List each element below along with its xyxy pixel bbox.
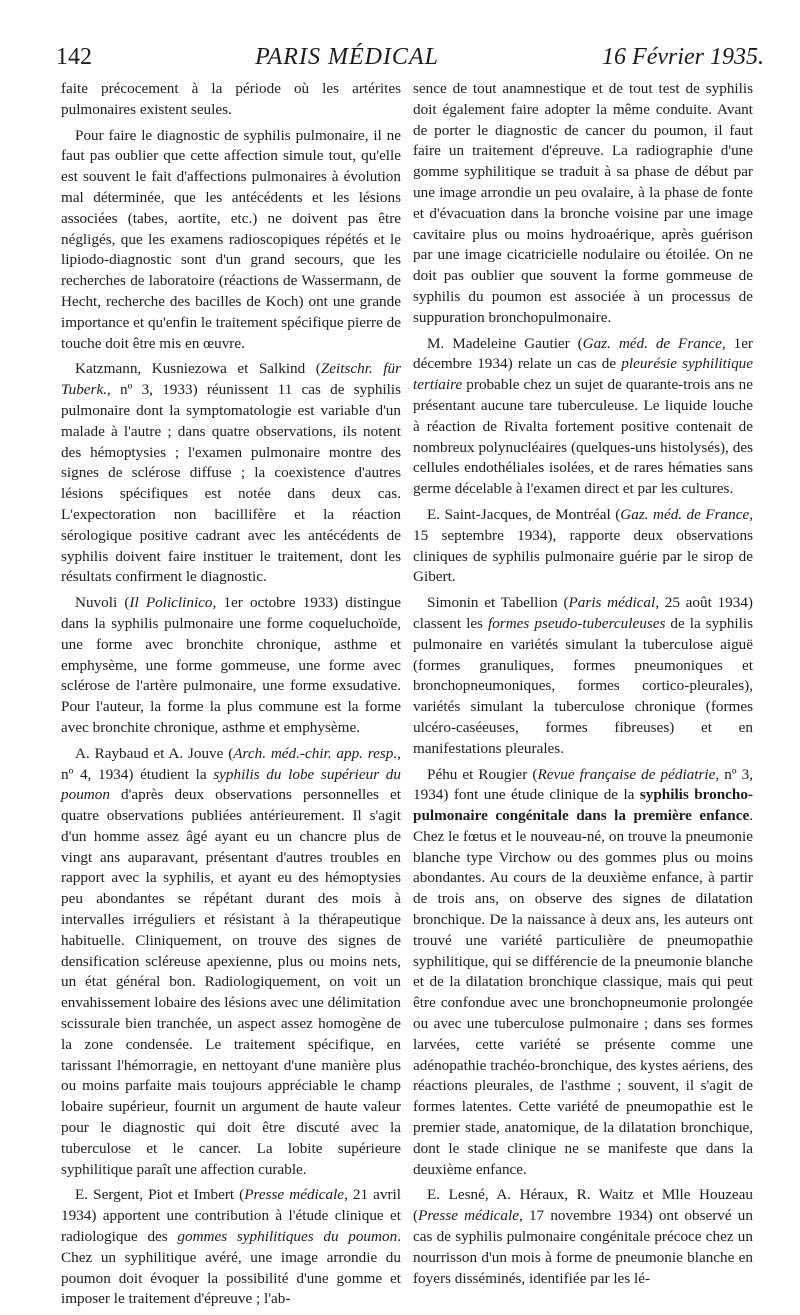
emphasis-text: syphilis du lobe supérieur du poumon: [61, 765, 401, 804]
paragraph-text: M. Madeleine Gautier (: [427, 334, 583, 352]
emphasis-text: pleurésie syphilitique tertiaire: [413, 355, 753, 394]
emphasis-text: Il Policlinico: [129, 594, 213, 612]
paragraph-text: d'après deux observations personnelles et quatre observations publiées antérieurement. Il s'agit d'un homme assez âgé ayant eu un chancre plus de vingt ans auparavant, présentant d'autres troubles en rapport avec la syphilis, et ayant eu des hémoptysies peu abondantes se répétant durant des mois à intervalles irréguliers et résistant à la thérapeutique habituelle. Cliniquement, on trouve des signes de densification scléreuse apexienne, plus ou moins nets, un état général bon. Radiologiquement, on voit un envahissement lobaire des lésions avec une délimitation scissurale bien tranchée, un aspect assez homogène de la zone condensée. Le traitement spécifique, en tarissant l'hémorragie, en nettoyant d'une manière plus ou moins parfaite mais toujours appréciable le champ lobaire supérieur, fournit un argument de haute valeur pour le diagnostic qui doit être discuté avec la tuberculose et le cancer. La lobite supérieure syphilitique paraît une affection curable.: [61, 786, 401, 1178]
paragraph-text: E. Sergent, Piot et Imbert (: [75, 1186, 245, 1204]
paragraph-text: , 1er décembre 1934) relate un cas de: [413, 334, 753, 373]
paragraph: [413, 593, 753, 759]
emphasis-text: syphilis broncho-pulmonaire congénitale dans la première enfance: [413, 786, 753, 825]
paragraph-text: E. Lesné, A. Héraux, R. Waitz et Mlle Houzeau (: [413, 1186, 753, 1225]
paragraph: [61, 359, 401, 588]
paragraph-text: . Chez le fœtus et le nouveau-né, on trouve la pneumonie blanche type Virchow ou des gommes plus ou moins abondantes. Au cours de la deuxième enfance, à partir de trois ans, on observe des signes de dilatation bronchique. De la naissance à deux ans, les auteurs ont trouvé une variété particulière de pneumopathie syphilitique, qui se différencie de la pneumonie blanche et de la dilatation bronchique classique, mais qui peut être confondue avec une bronchopneumonie prolongée ou avec une tuberculose pulmonaire ; dans ses formes larvées, cette variété se présente comme une adénopathie trachéo-bronchique, des kystes aériens, des réactions pleurales, de l'asthme ; souvent, il s'agit de formes latentes. Cette variété de pneumopathie est le premier stade, anatomique, de la dilatation bronchique, dont le stade clinique ne se manifeste que dans la deuxième enfance.: [413, 807, 753, 1178]
paragraph-text: sence de tout anamnestique et de tout test de syphilis doit également faire adopter la même conduite. Avant de porter le diagnostic de cancer du poumon, il faut faire un traitement d'épreuve. La radiographie d'une gomme syphilitique se traduit à sa phase de début par une image arrondie un peu ovalaire, à la phase de fonte et d'évacuation dans la bronche voisine par une image cavitaire plus ou moins hydroaérique, après guérison par une image cicatricielle nodulaire ou étoilée. On ne doit pas oublier que souvent la forme gommeuse de syphilis du poumon est associée à un processus de suppuration bronchopulmonaire.: [413, 80, 753, 326]
left-column: [61, 79, 401, 1315]
emphasis-text: Presse médicale: [418, 1207, 519, 1225]
emphasis-text: Paris médical: [568, 594, 656, 612]
journal-title: PARIS MÉDICAL: [255, 44, 439, 70]
page-header: [56, 44, 764, 72]
paragraph: [413, 1185, 753, 1289]
issue-date: 16 Février 1935.: [602, 44, 764, 70]
paragraph-text: Pour faire le diagnostic de syphilis pulmonaire, il ne faut pas oublier que cette affection simule tout, qu'elle est souvent le fait d'affections pulmonaires à évolution mal déterminée, que les antécédents et les lésions associées (tabes, aortite, etc.) ne doivent pas être négligés, que les examens radioscopiques répétés et le lipiodo-diagnostic sont d'un grand secours, que les recherches de laboratoire (réactions de Wassermann, de Hecht, recherche des bacilles de Koch) ont une grande importance et qu'enfin le traitement spécifique pierre de touche doit être mis en œuvre.: [61, 126, 401, 352]
emphasis-text: Gaz. méd. de France: [620, 505, 750, 523]
emphasis-text: Zeitschr. für Tuberk.: [61, 360, 401, 399]
emphasis-text: formes pseudo-tuberculeuses: [487, 614, 666, 632]
paragraph-text: , 17 novembre 1934) ont observé un cas de syphilis pulmonaire congénitale précoce chez un nourrisson d'un mois à forme de pneumonie blanche en foyers disséminés, identifiée par les lé-: [413, 1207, 753, 1287]
paragraph-text: , 25 août 1934) classent les: [413, 594, 753, 632]
paragraph: [413, 334, 753, 500]
paragraph-text: Simonin et Tabellion (: [427, 594, 569, 612]
emphasis-text: Gaz. méd. de France: [582, 334, 722, 352]
paragraph-text: Katzmann, Kusniezowa et Salkind (: [75, 360, 321, 378]
paragraph-text: , 1er octobre 1933) distingue dans la syphilis pulmonaire une forme coqueluchoïde, une forme avec bronchite chronique, asthme et emphysème, une forme gommeuse, une forme avec sclérose de l'artère pulmonaire, une forme exsudative. Pour l'auteur, la forme la plus commune est la forme avec bronchite chronique, asthme et emphysème.: [61, 594, 401, 736]
emphasis-text: Presse médicale: [244, 1186, 345, 1204]
paragraph: [61, 126, 401, 355]
paragraph: [61, 744, 401, 1181]
paragraph-text: probable chez un sujet de quarante-trois ans ne présentant aucune tare tuberculeuse. Le liquide louche à réaction de Rivalta fortement positive contenait de nombreux polynucléaires (quelques-uns histolysés), des cellules endothéliales isolées, et de rares hématies sans germe décelable à l'examen direct et par les cultures.: [413, 376, 753, 498]
paragraph-text: Nuvoli (: [75, 594, 130, 612]
emphasis-text: Revue française de pédiatrie: [537, 765, 716, 783]
paragraph-text: , 15 septembre 1934), rapporte deux observations cliniques de syphilis pulmonaire guérie par le sirop de Gibert.: [413, 505, 753, 586]
page-number: 142: [56, 44, 92, 70]
paragraph: [413, 79, 753, 329]
paragraph: [61, 79, 401, 121]
paragraph-text: . Chez un syphilitique avéré, une image arrondie du poumon doit évoquer la possibilité d'une gomme et imposer le traitement d'épreuve ; l'ab-: [61, 1228, 401, 1308]
paragraph-text: Péhu et Rougier (: [427, 765, 538, 783]
paragraph-text: E. Saint-Jacques, de Montréal (: [427, 505, 621, 523]
paragraph: [61, 593, 401, 739]
paragraph-text: A. Raybaud et A. Jouve (: [75, 744, 234, 762]
paragraph-text: , nº 4, 1934) étudient la: [61, 744, 401, 783]
emphasis-text: gommes syphilitiques du poumon: [177, 1228, 398, 1246]
paragraph-text: faite précocement à la période où les artérites pulmonaires existent seules.: [61, 80, 401, 118]
paragraph-text: , nº 3, 1934) font une étude clinique de la: [413, 765, 753, 804]
paragraph-text: , 21 avril 1934) apportent une contribution à l'étude clinique et radiologique des: [61, 1186, 401, 1246]
right-column: [413, 79, 753, 1294]
paragraph: [413, 505, 753, 588]
emphasis-text: Arch. méd.-chir. app. resp.: [233, 744, 398, 762]
paragraph: [413, 765, 753, 1181]
paragraph-text: , nº 3, 1933) réunissent 11 cas de syphilis pulmonaire dont la symptomatologie est variable d'un malade à l'autre ; dans quatre observations, ils notent des hémoptysies ; l'examen pulmonaire montre des signes de sclérose diffuse ; la coexistence d'autres lésions spécifiques est notée dans deux cas. L'expectoration non bacillifère et la réaction sérologique positive cadrant avec les antécédents de syphilis doivent faire instituer le traitement, dont les résultats confirment le diagnostic.: [61, 381, 401, 586]
paragraph-text: de la syphilis pulmonaire en variétés simulant la tuberculose aiguë (formes granuliques, formes pneumoniques et bronchopneumoniques, formes cortico-pleurales), variétés simulant la tuberculose chronique (formes ulcéro-caséeuses, formes fibreuses) et en manifestations pleurales.: [413, 614, 753, 757]
paragraph: [61, 1185, 401, 1310]
